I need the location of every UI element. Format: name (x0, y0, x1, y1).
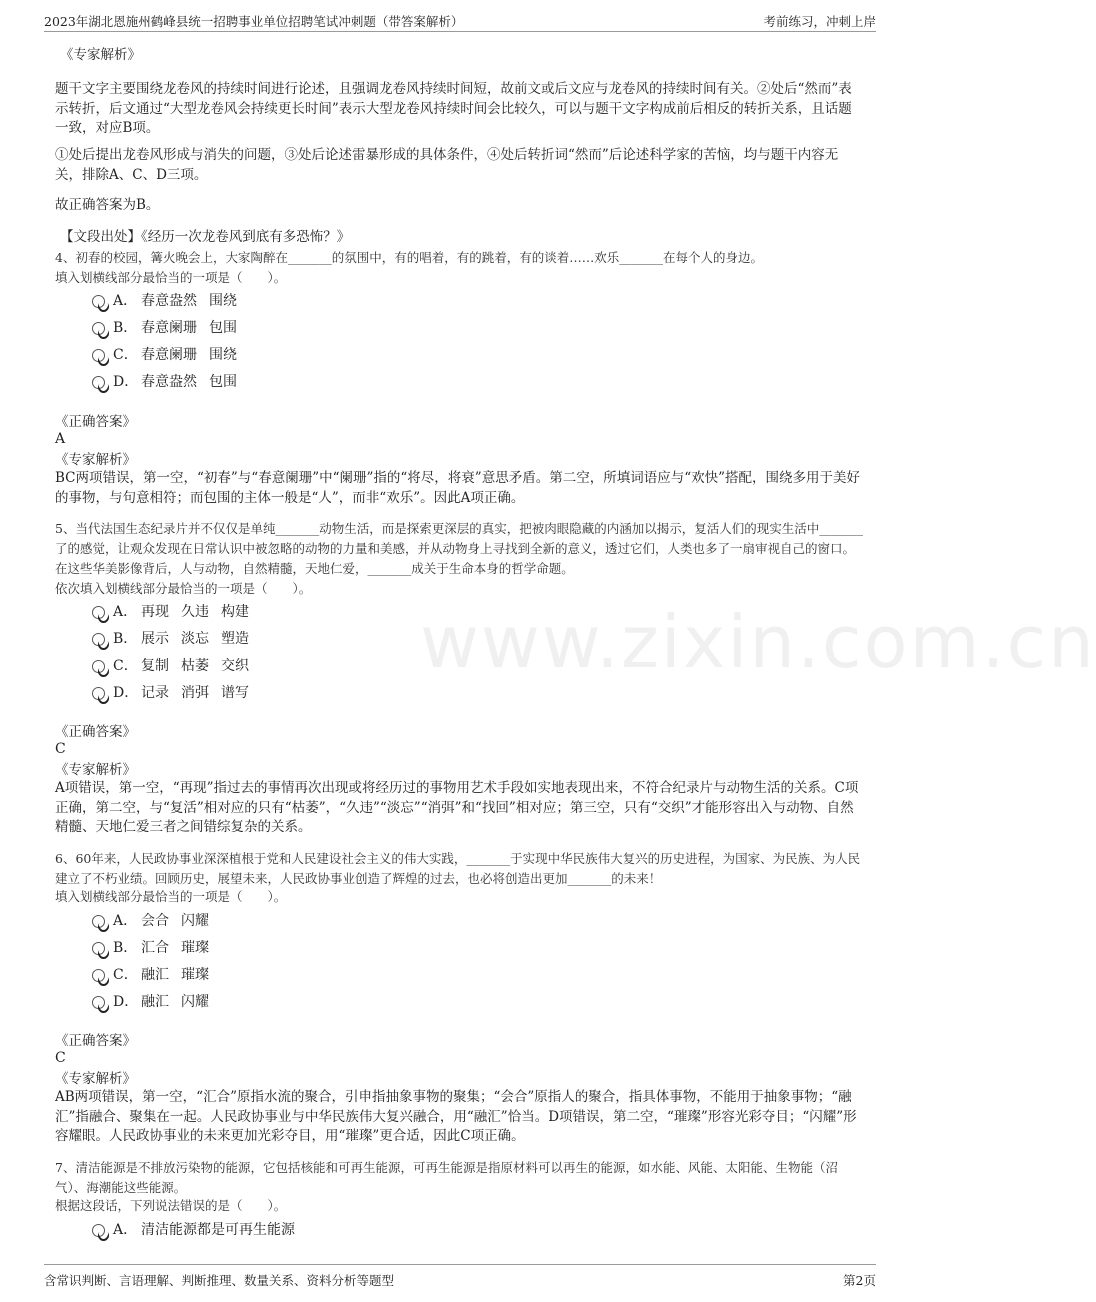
radio-icon[interactable] (92, 996, 105, 1009)
footer-topics: 含常识判断、言语理解、判断推理、数量关系、资料分析等题型 (44, 1273, 395, 1288)
radio-icon[interactable] (92, 349, 105, 362)
header-slogan: 考前练习，冲刺上岸 (763, 14, 876, 29)
option-b[interactable]: B． 春意阑珊 包围 (92, 317, 249, 337)
question-stem: 7、清洁能源是不排放污染物的能源，它包括核能和可再生能源，可再生能源是指原材料可以再生的能源，如水能、风能、太阳能、生物能（沼气）、海潮能这些能源。 (55, 1160, 838, 1195)
question-stem: 6、60年来，人民政协事业深深植根于党和人民建设社会主义的伟大实践，_______于实现中华民族伟大复兴的历史进程，为国家、为民族、为人民建立了不朽业绩。回顾历史，展望未来，人民政协事业创造了辉煌的过去，也必将创造出更加_______的未来！ (55, 851, 861, 886)
analysis-paragraph: ①处后提出龙卷风形成与消失的问题，③处后论述雷暴形成的具体条件，④处后转折词“然而”后论述科学家的苦恼，均与题干内容无关，排除A、C、D三项。 (55, 147, 839, 183)
option-a[interactable]: A． 清洁能源都是可再生能源 (92, 1219, 307, 1239)
correct-answer-title: 《正确答案》 (55, 1033, 136, 1049)
radio-icon[interactable] (92, 660, 105, 673)
radio-icon[interactable] (92, 295, 105, 308)
document-title: 2023年湖北恩施州鹤峰县统一招聘事业单位招聘笔试冲刺题（带答案解析） (44, 14, 464, 29)
radio-icon[interactable] (92, 969, 105, 982)
radio-icon[interactable] (92, 322, 105, 335)
question-stem: 4、初春的校园，篝火晚会上，大家陶醉在_______的氛围中，有的唱着，有的跳着，有的谈着……欢乐_______在每个人的身边。 (55, 250, 763, 265)
option-c[interactable]: C． 春意阑珊 围绕 (92, 344, 249, 364)
option-a[interactable]: A． 春意盎然 围绕 (92, 290, 249, 310)
radio-icon[interactable] (92, 606, 105, 619)
source-citation: 【文段出处】《经历一次龙卷风到底有多恐怖？》 (60, 229, 351, 245)
question-prompt: 依次填入划横线部分最恰当的一项是（ ）。 (55, 581, 312, 596)
radio-icon[interactable] (92, 915, 105, 928)
correct-answer: C (55, 741, 66, 757)
option-c[interactable]: C． 融汇 璀璨 (92, 964, 221, 984)
question-prompt: 根据这段话，下列说法错误的是（ ）。 (55, 1198, 287, 1213)
radio-icon[interactable] (92, 376, 105, 389)
page-header (44, 10, 876, 32)
option-d[interactable]: D． 记录 消弭 谱写 (92, 682, 261, 702)
expert-analysis-title: 《专家解析》 (60, 47, 141, 63)
radio-icon[interactable] (92, 687, 105, 700)
correct-answer-title: 《正确答案》 (55, 724, 136, 740)
radio-icon[interactable] (92, 633, 105, 646)
question-prompt: 填入划横线部分最恰当的一项是（ ）。 (55, 889, 287, 904)
analysis-paragraph: 故正确答案为B。 (55, 197, 160, 213)
option-b[interactable]: B． 汇合 璀璨 (92, 937, 221, 957)
correct-answer: A (55, 431, 66, 447)
analysis-paragraph: AB两项错误，第一空，“汇合”原指水流的聚合，引申指抽象事物的聚集；“会合”原指人的聚合，指具体事物，不能用于抽象事物；“融汇”指融合、聚集在一起。人民政协事业与中华民族伟大复兴融合，用“融汇”恰当。D项错误，第二空，“璀璨”形容光彩夺目；“闪耀”形容耀眼。人民政协事业的未来更加光彩夺目，用“璀璨”更合适，因此C项正确。 (55, 1089, 857, 1144)
expert-analysis-title: 《专家解析》 (55, 452, 136, 468)
page-footer (44, 1264, 876, 1290)
option-c[interactable]: C． 复制 枯萎 交织 (92, 655, 261, 675)
watermark: www.zixin.com.cn (420, 600, 1096, 684)
option-d[interactable]: D． 融汇 闪耀 (92, 991, 221, 1011)
option-d[interactable]: D． 春意盎然 包围 (92, 371, 249, 391)
correct-answer-title: 《正确答案》 (55, 414, 136, 430)
question-stem: 5、当代法国生态纪录片并不仅仅是单纯_______动物生活，而是探索更深层的真实，把被肉眼隐藏的内涵加以揭示，复活人们的现实生活中_______了的感觉，让观众发现在日常认识中被忽略的动物的力量和美感，并从动物身上寻找到全新的意义，透过它们，人类也多了一扇审视自己的窗口。在这些华美影像背后，人与动物，自然精髓，天地仁爱，_______成关于生命本身的哲学命题。 (55, 521, 863, 576)
analysis-paragraph: 题干文字主要围绕龙卷风的持续时间进行论述，且强调龙卷风持续时间短，故前文或后文应与龙卷风的持续时间有关。②处后“然而”表示转折，后文通过“大型龙卷风会持续更长时间”表示大型龙卷风持续时间会比较久，可以与题干文字构成前后相反的转折关系，且话题一致，对应B项。 (55, 81, 852, 136)
option-a[interactable]: A． 会合 闪耀 (92, 910, 221, 930)
radio-icon[interactable] (92, 942, 105, 955)
option-a[interactable]: A． 再现 久违 构建 (92, 601, 261, 621)
page-number: 第2页 (843, 1273, 876, 1288)
analysis-paragraph: BC两项错误，第一空，“初春”与“春意阑珊”中“阑珊”指的“将尽，将衰”意思矛盾。第二空，所填词语应与“欢快”搭配，围绕多用于美好的事物，与句意相符；而包围的主体一般是“人”，而非“欢乐”。因此A项正确。 (55, 470, 861, 506)
correct-answer: C (55, 1050, 66, 1066)
radio-icon[interactable] (92, 1224, 105, 1237)
analysis-paragraph: A项错误，第一空，“再现”指过去的事情再次出现或将经历过的事物用艺术手段如实地表现出来，不符合纪录片与动物生活的关系。C项正确，第二空，与“复活”相对应的只有“枯萎”，“久违”“淡忘”“消弭”和“找回”相对应；第三空，只有“交织”才能形容出入与动物、自然精髓、天地仁爱三者之间错综复杂的关系。 (55, 780, 859, 835)
question-prompt: 填入划横线部分最恰当的一项是（ ）。 (55, 270, 287, 285)
option-b[interactable]: B． 展示 淡忘 塑造 (92, 628, 261, 648)
expert-analysis-title: 《专家解析》 (55, 1071, 136, 1087)
expert-analysis-title: 《专家解析》 (55, 762, 136, 778)
